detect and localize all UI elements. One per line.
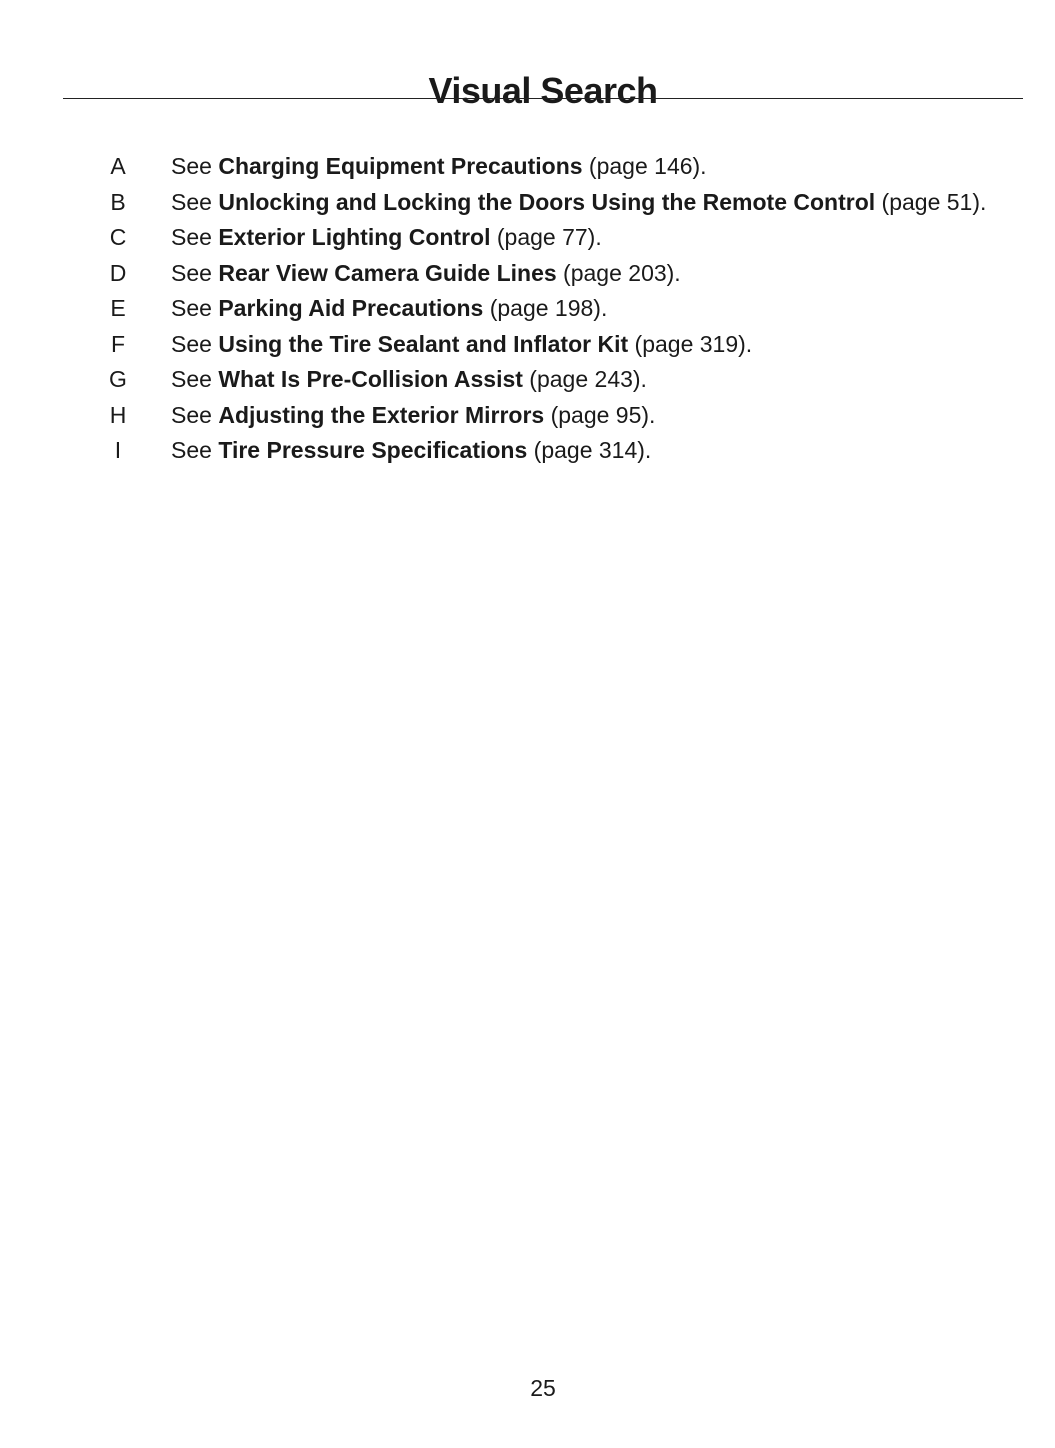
item-letter: B	[110, 188, 126, 215]
item-letter: H	[109, 401, 127, 428]
item-prefix: See	[171, 330, 219, 357]
item-text	[171, 261, 1000, 286]
list-item	[100, 403, 1000, 428]
page-number: 25	[530, 1375, 556, 1401]
item-letter: I	[114, 437, 122, 463]
list-item	[100, 154, 1000, 179]
item-text	[171, 367, 1000, 392]
item-page-ref: (page 146).	[582, 153, 707, 179]
list-item	[100, 332, 1000, 357]
item-prefix: See	[171, 437, 219, 463]
item-prefix: See	[171, 401, 219, 428]
item-link-title[interactable]: Rear View Camera Guide Lines	[218, 259, 557, 286]
item-text	[171, 190, 1000, 215]
item-page-ref: (page 203).	[556, 259, 681, 286]
list-item	[100, 367, 1000, 392]
list-item	[100, 296, 1000, 321]
item-text	[171, 154, 1000, 179]
item-prefix: See	[171, 259, 219, 286]
item-letter: A	[110, 153, 126, 179]
item-link-title[interactable]: Unlocking and Locking the Doors Using the Remote Control	[218, 188, 876, 215]
item-link-title[interactable]: Using the Tire Sealant and Inflator Kit	[218, 330, 629, 357]
item-text	[171, 296, 1000, 321]
item-page-ref: (page 314).	[527, 437, 652, 463]
item-text	[171, 332, 1000, 357]
item-link-title[interactable]: Tire Pressure Specifications	[218, 437, 528, 463]
item-prefix: See	[171, 188, 219, 215]
item-page-ref: (page 198).	[483, 295, 608, 321]
item-text	[171, 438, 1000, 463]
list-item	[100, 261, 1000, 286]
item-link-title[interactable]: Exterior Lighting Control	[218, 224, 491, 250]
item-prefix: See	[171, 366, 219, 392]
item-letter: G	[109, 366, 127, 392]
item-letter: C	[109, 224, 127, 250]
item-letter: F	[110, 330, 126, 357]
item-letter: E	[110, 295, 126, 321]
item-letter: D	[109, 259, 127, 286]
list-item	[100, 190, 1000, 215]
item-link-title[interactable]: Parking Aid Precautions	[218, 295, 484, 321]
item-prefix: See	[171, 295, 219, 321]
item-page-ref: (page 319).	[628, 330, 753, 357]
page-title: Visual Search	[428, 70, 658, 112]
list-item	[100, 438, 1000, 463]
item-link-title[interactable]: What Is Pre-Collision Assist	[218, 366, 523, 392]
item-page-ref: (page 95).	[544, 401, 656, 428]
list-item	[100, 225, 1000, 250]
item-page-ref: (page 51).	[875, 188, 987, 215]
item-prefix: See	[171, 224, 219, 250]
item-text	[171, 225, 1000, 250]
item-link-title[interactable]: Adjusting the Exterior Mirrors	[218, 401, 545, 428]
item-prefix: See	[171, 153, 219, 179]
reference-list	[100, 154, 1000, 474]
item-page-ref: (page 77).	[490, 224, 602, 250]
item-text	[171, 403, 1000, 428]
item-link-title[interactable]: Charging Equipment Precautions	[218, 153, 583, 179]
item-page-ref: (page 243).	[522, 366, 647, 392]
title-divider	[63, 98, 1023, 99]
